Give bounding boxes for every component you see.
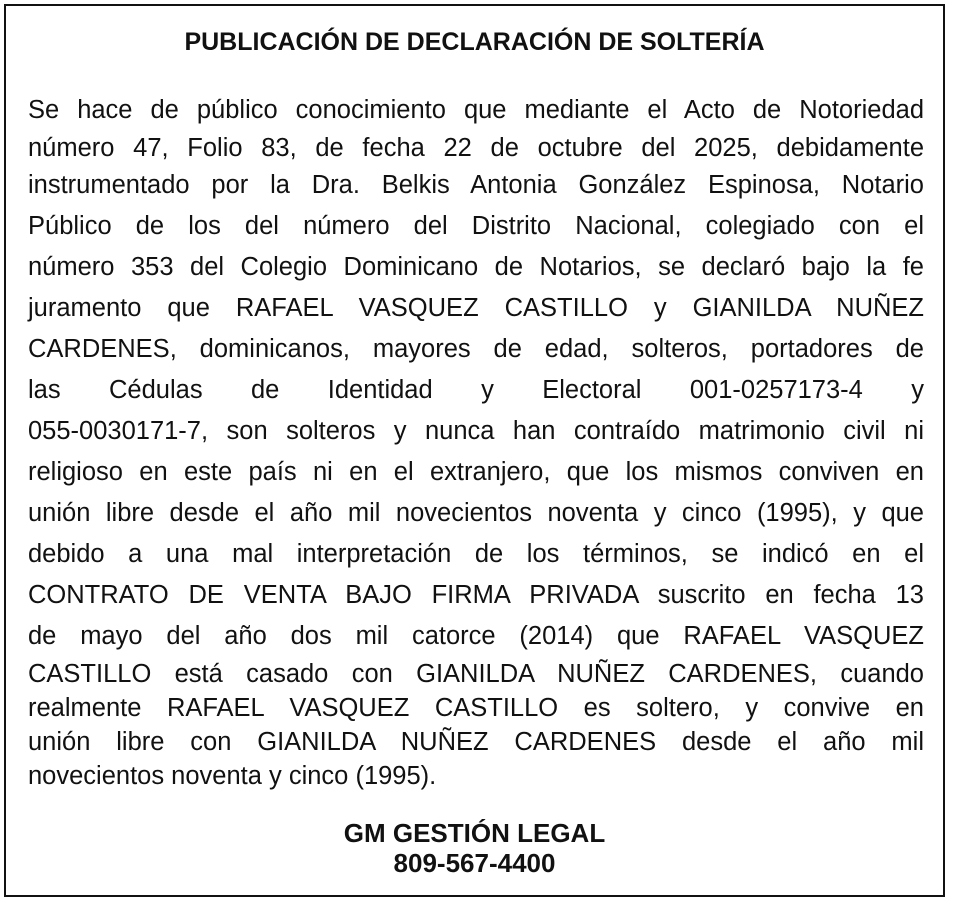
phone-number: 809-567-4400 — [393, 848, 556, 878]
body-line: juramento que RAFAEL VASQUEZ CASTILLO y GIANILDA NUÑEZ — [28, 294, 924, 322]
body-line: CASTILLO está casado con GIANILDA NUÑEZ CARDENES, cuando — [28, 660, 924, 688]
company-name: GM GESTIÓN LEGAL — [343, 818, 606, 848]
body-line: 055-0030171-7, son solteros y nunca han contraído matrimonio civil ni — [28, 417, 924, 445]
body-line: de mayo del año dos mil catorce (2014) que RAFAEL VASQUEZ — [28, 622, 924, 650]
body-line: instrumentado por la Dra. Belkis Antonia González Espinosa, Notario — [28, 171, 924, 199]
notice-body — [28, 90, 924, 793]
body-line: religioso en este país ni en el extranjero, que los mismos conviven en — [28, 458, 924, 486]
body-line: CONTRATO DE VENTA BAJO FIRMA PRIVADA suscrito en fecha 13 — [28, 581, 924, 609]
body-line: las Cédulas de Identidad y Electoral 001-0257173-4 y — [28, 376, 924, 404]
body-line: realmente RAFAEL VASQUEZ CASTILLO es soltero, y convive en — [28, 694, 924, 722]
body-line: unión libre desde el año mil novecientos noventa y cinco (1995), y que — [28, 499, 924, 527]
body-line: número 353 del Colegio Dominicano de Notarios, se declaró bajo la fe — [28, 253, 924, 281]
notice-title: PUBLICACIÓN DE DECLARACIÓN DE SOLTERÍA — [184, 28, 765, 56]
body-line: unión libre con GIANILDA NUÑEZ CARDENES desde el año mil — [28, 728, 924, 756]
body-line: Público de los del número del Distrito Nacional, colegiado con el — [28, 212, 924, 240]
body-line: Se hace de público conocimiento que mediante el Acto de Notoriedad — [28, 96, 924, 124]
notice-signature — [6, 818, 943, 878]
body-line: CARDENES, dominicanos, mayores de edad, solteros, portadores de — [28, 335, 924, 363]
body-line: novecientos noventa y cinco (1995). — [28, 762, 437, 790]
body-line: número 47, Folio 83, de fecha 22 de octubre del 2025, debidamente — [28, 134, 924, 162]
notice-frame — [4, 4, 945, 897]
body-line: debido a una mal interpretación de los términos, se indicó en el — [28, 540, 924, 568]
